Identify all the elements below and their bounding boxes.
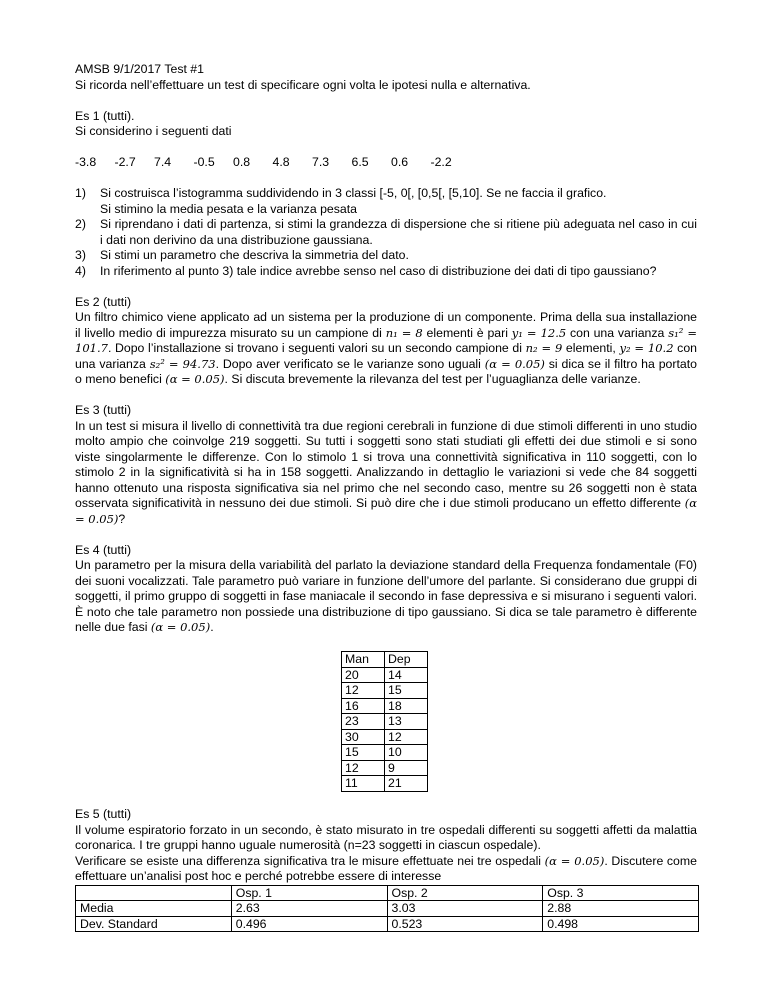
- table-cell: 18: [385, 698, 428, 714]
- table-cell: Media: [76, 901, 232, 917]
- table-cell: 12: [342, 683, 385, 699]
- table-cell: 2.63: [231, 901, 387, 917]
- list-item: 4) In riferimento al punto 3) tale indice avrebbe senso nel caso di distribuzione dei dati di tipo gaussiano?: [75, 263, 657, 278]
- table-cell: 15: [342, 745, 385, 761]
- es4-table: [341, 651, 428, 792]
- table-cell: 20: [342, 667, 385, 683]
- es5-body-2: Verificare se esiste una differenza significativa tra le misure effettuate nei tre ospedali (α = 0.05). Discutere come effettuare un’analisi post hoc e perché potrebbe essere di interesse: [75, 853, 697, 883]
- table-row: [342, 698, 428, 714]
- table-cell: 21: [385, 776, 428, 792]
- data-value: 7.4: [154, 155, 172, 169]
- list-item: 3) Si stimi un parametro che descriva la simmetria del dato.: [75, 248, 409, 262]
- table-header-row: [76, 885, 699, 901]
- table-cell: 0.498: [543, 916, 699, 932]
- table-row: [342, 760, 428, 776]
- data-value: -3.8: [75, 155, 97, 169]
- table-row: [342, 667, 428, 683]
- table-header-row: [342, 652, 428, 668]
- es1-data-row: [75, 155, 697, 171]
- es4-heading: Es 4 (tutti): [75, 542, 132, 557]
- table-cell: 12: [342, 760, 385, 776]
- table-row: [342, 683, 428, 699]
- table-cell: 16: [342, 698, 385, 714]
- table-cell: 15: [385, 683, 428, 699]
- list-item: 1) Si costruisca l’istogramma suddividendo in 3 classi [-5, 0[, [0,5[, [5,10]. Se ne faccia il grafico. Si stimino la media pesata e la varianza pesata: [75, 186, 607, 216]
- table-cell: 12: [385, 729, 428, 745]
- es3-body: In un test si misura il livello di connettività tra due regioni cerebrali in funzione di due stimoli differenti in uno studio molto ampio che coinvolge 219 soggetti. Su tutti i soggetti sono stati studiati gli effetti dei due stimoli e si sono viste singolarmente le differenze. Con lo stimolo 1 si trova una connettività significativa in 110 soggetti, con lo stimolo 2 in la significatività si ha in 158 soggetti. Analizzando in dettaglio le variazioni si vede che 84 soggetti hanno ottenuto una risposta significativa sia nel primo che nel secondo caso, mentre su 26 soggetti non è stata osservata significatività in nessuno dei due stimoli. Si può dire che i due stimoli producano un effetto differente (α = 0.05)?: [75, 418, 697, 526]
- table-cell: 10: [385, 745, 428, 761]
- es5-heading: Es 5 (tutti): [75, 807, 132, 821]
- table-cell: 0.496: [231, 916, 387, 932]
- table-cell: 13: [385, 714, 428, 730]
- table-cell: 11: [342, 776, 385, 792]
- table-cell: Dev. Standard: [76, 916, 232, 932]
- data-value: -0.5: [193, 155, 215, 169]
- table-row: [76, 901, 699, 917]
- es1-heading: Es 1 (tutti).: [75, 108, 135, 123]
- table-row: [76, 916, 699, 932]
- es5-table: [75, 885, 699, 933]
- data-value: -2.2: [430, 155, 452, 169]
- data-value: 0.8: [233, 155, 251, 169]
- data-value: 0.6: [391, 155, 409, 169]
- table-cell: 9: [385, 760, 428, 776]
- table-header: Osp. 2: [387, 885, 543, 901]
- table-row: [342, 714, 428, 730]
- data-value: 6.5: [351, 155, 369, 169]
- table-cell: 3.03: [387, 901, 543, 917]
- es1-intro: Si considerino i seguenti dati: [75, 124, 232, 138]
- table-row: [342, 745, 428, 761]
- list-item: 2) Si riprendano i dati di partenza, si stimi la grandezza di dispersione che si ritiene più adeguata nel caso in cui i dati non derivino da una distribuzione gaussiana.: [75, 217, 697, 247]
- data-value: 4.8: [272, 155, 290, 169]
- table-cell: 30: [342, 729, 385, 745]
- table-cell: 14: [385, 667, 428, 683]
- table-header: Dep: [385, 652, 428, 668]
- doc-title: AMSB 9/1/2017 Test #1: [75, 62, 204, 76]
- data-value: -2.7: [114, 155, 136, 169]
- es2-heading: Es 2 (tutti): [75, 294, 132, 309]
- table-header: Man: [342, 652, 385, 668]
- table-cell: 0.523: [387, 916, 543, 932]
- es5-body-1: Il volume espiratorio forzato in un secondo, è stato misurato in tre ospedali differenti su soggetti affetti da malattia coronarica. I tre gruppi hanno uguale numerosità (n=23 soggetti in ciascun ospedale).: [75, 822, 697, 852]
- es3-heading: Es 3 (tutti): [75, 403, 132, 417]
- es2-body: Un filtro chimico viene applicato ad un sistema per la produzione di un componente. Prima della sua installazione il livello medio di impurezza misurato su un campione di n₁ = 8 elementi è pari y₁ = 12.5 con una varianza s₁² = 101.7. Dopo l’installazione si trovano i seguenti valori su un secondo campione di n₂ = 9 elementi, y₂ = 10.2 con una varianza s₂² = 94.73. Dopo aver verificato se le varianze sono uguali (α = 0.05) si dica se il filtro ha portato o meno benefici (α = 0.05). Si discuta brevemente la rilevanza del test per l’uguaglianza delle varianze.: [75, 310, 698, 386]
- table-header: [76, 885, 232, 901]
- table-header: Osp. 3: [543, 885, 699, 901]
- document-page: [75, 62, 697, 932]
- table-cell: 2.88: [543, 901, 699, 917]
- es4-body: Un parametro per la misura della variabilità del parlato la deviazione standard della Frequenza fondamentale (F0) dei suoni vocalizzati. Tale parametro può variare in funzione dell’umore del parlante. Si considerano due gruppi di soggetti, il primo gruppo di soggetti in fase maniacale il secondo in fase depressiva e si misurano i seguenti valori. È noto che tale parametro non possiede una distribuzione di tipo gaussiano. Si dica se tale parametro è differente nelle due fasi (α = 0.05).: [75, 558, 697, 634]
- table-header: Osp. 1: [231, 885, 387, 901]
- doc-note: Si ricorda nell’effettuare un test di specificare ogni volta le ipotesi nulla e alternativa.: [75, 77, 531, 92]
- table-row: [342, 729, 428, 745]
- es1-questions: [75, 186, 697, 279]
- data-value: 7.3: [312, 155, 330, 169]
- table-cell: 23: [342, 714, 385, 730]
- table-row: [342, 776, 428, 792]
